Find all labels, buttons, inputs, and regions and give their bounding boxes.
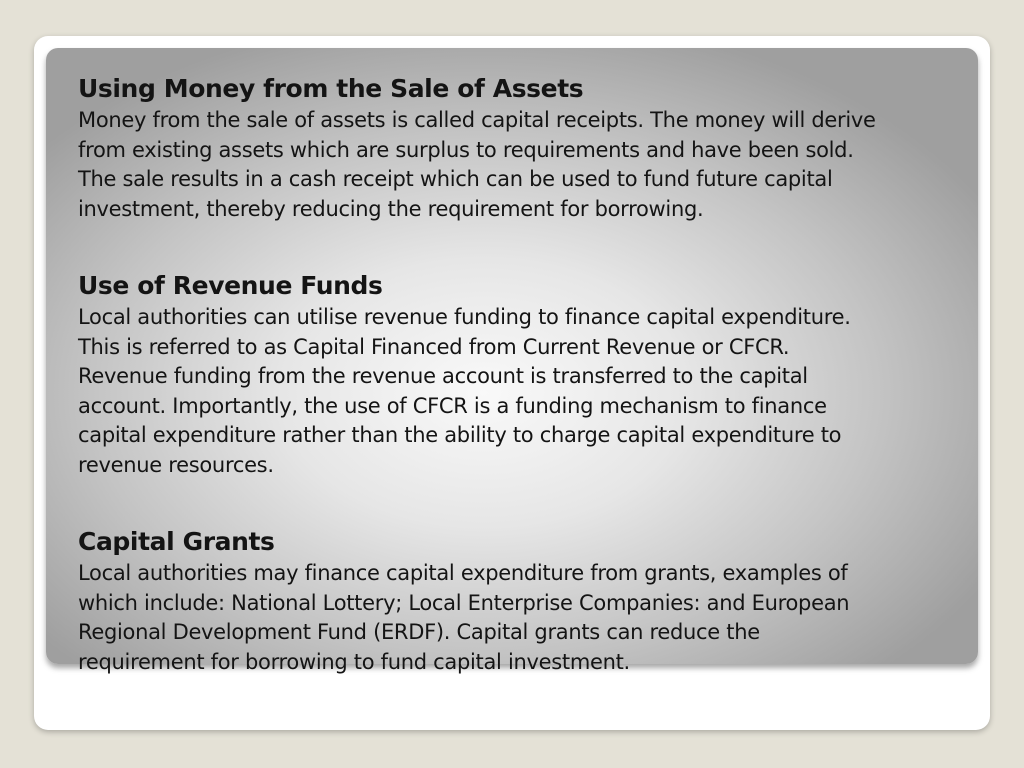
section-revenue-funds [78, 269, 851, 481]
section-capital-grants [78, 525, 849, 677]
section-heading: Using Money from the Sale of Assets [78, 74, 584, 103]
section-sale-of-assets [78, 72, 876, 224]
section-body: Local authorities can utilise revenue funding to finance capital expenditure. This is referred to as Capital Financed from Current Revenue or CFCR. Revenue funding from the revenue account is transferred to the capital account. Importantly, the use of CFCR is a funding mechanism to finance capital expenditure rather than the ability to charge capital expenditure to revenue resources. [78, 305, 851, 477]
section-heading: Use of Revenue Funds [78, 271, 383, 300]
section-body: Local authorities may finance capital expenditure from grants, examples of which include: National Lottery; Local Enterprise Companies: and European Regional Development Fund (ERDF). Capital grants can reduce the requirement for borrowing to fund capital investment. [78, 561, 850, 674]
section-body: Money from the sale of assets is called capital receipts. The money will derive from existing assets which are surplus to requirements and have been sold. The sale results in a cash receipt which can be used to fund future capital investment, thereby reducing the requirement for borrowing. [78, 108, 876, 221]
section-heading: Capital Grants [78, 527, 275, 556]
